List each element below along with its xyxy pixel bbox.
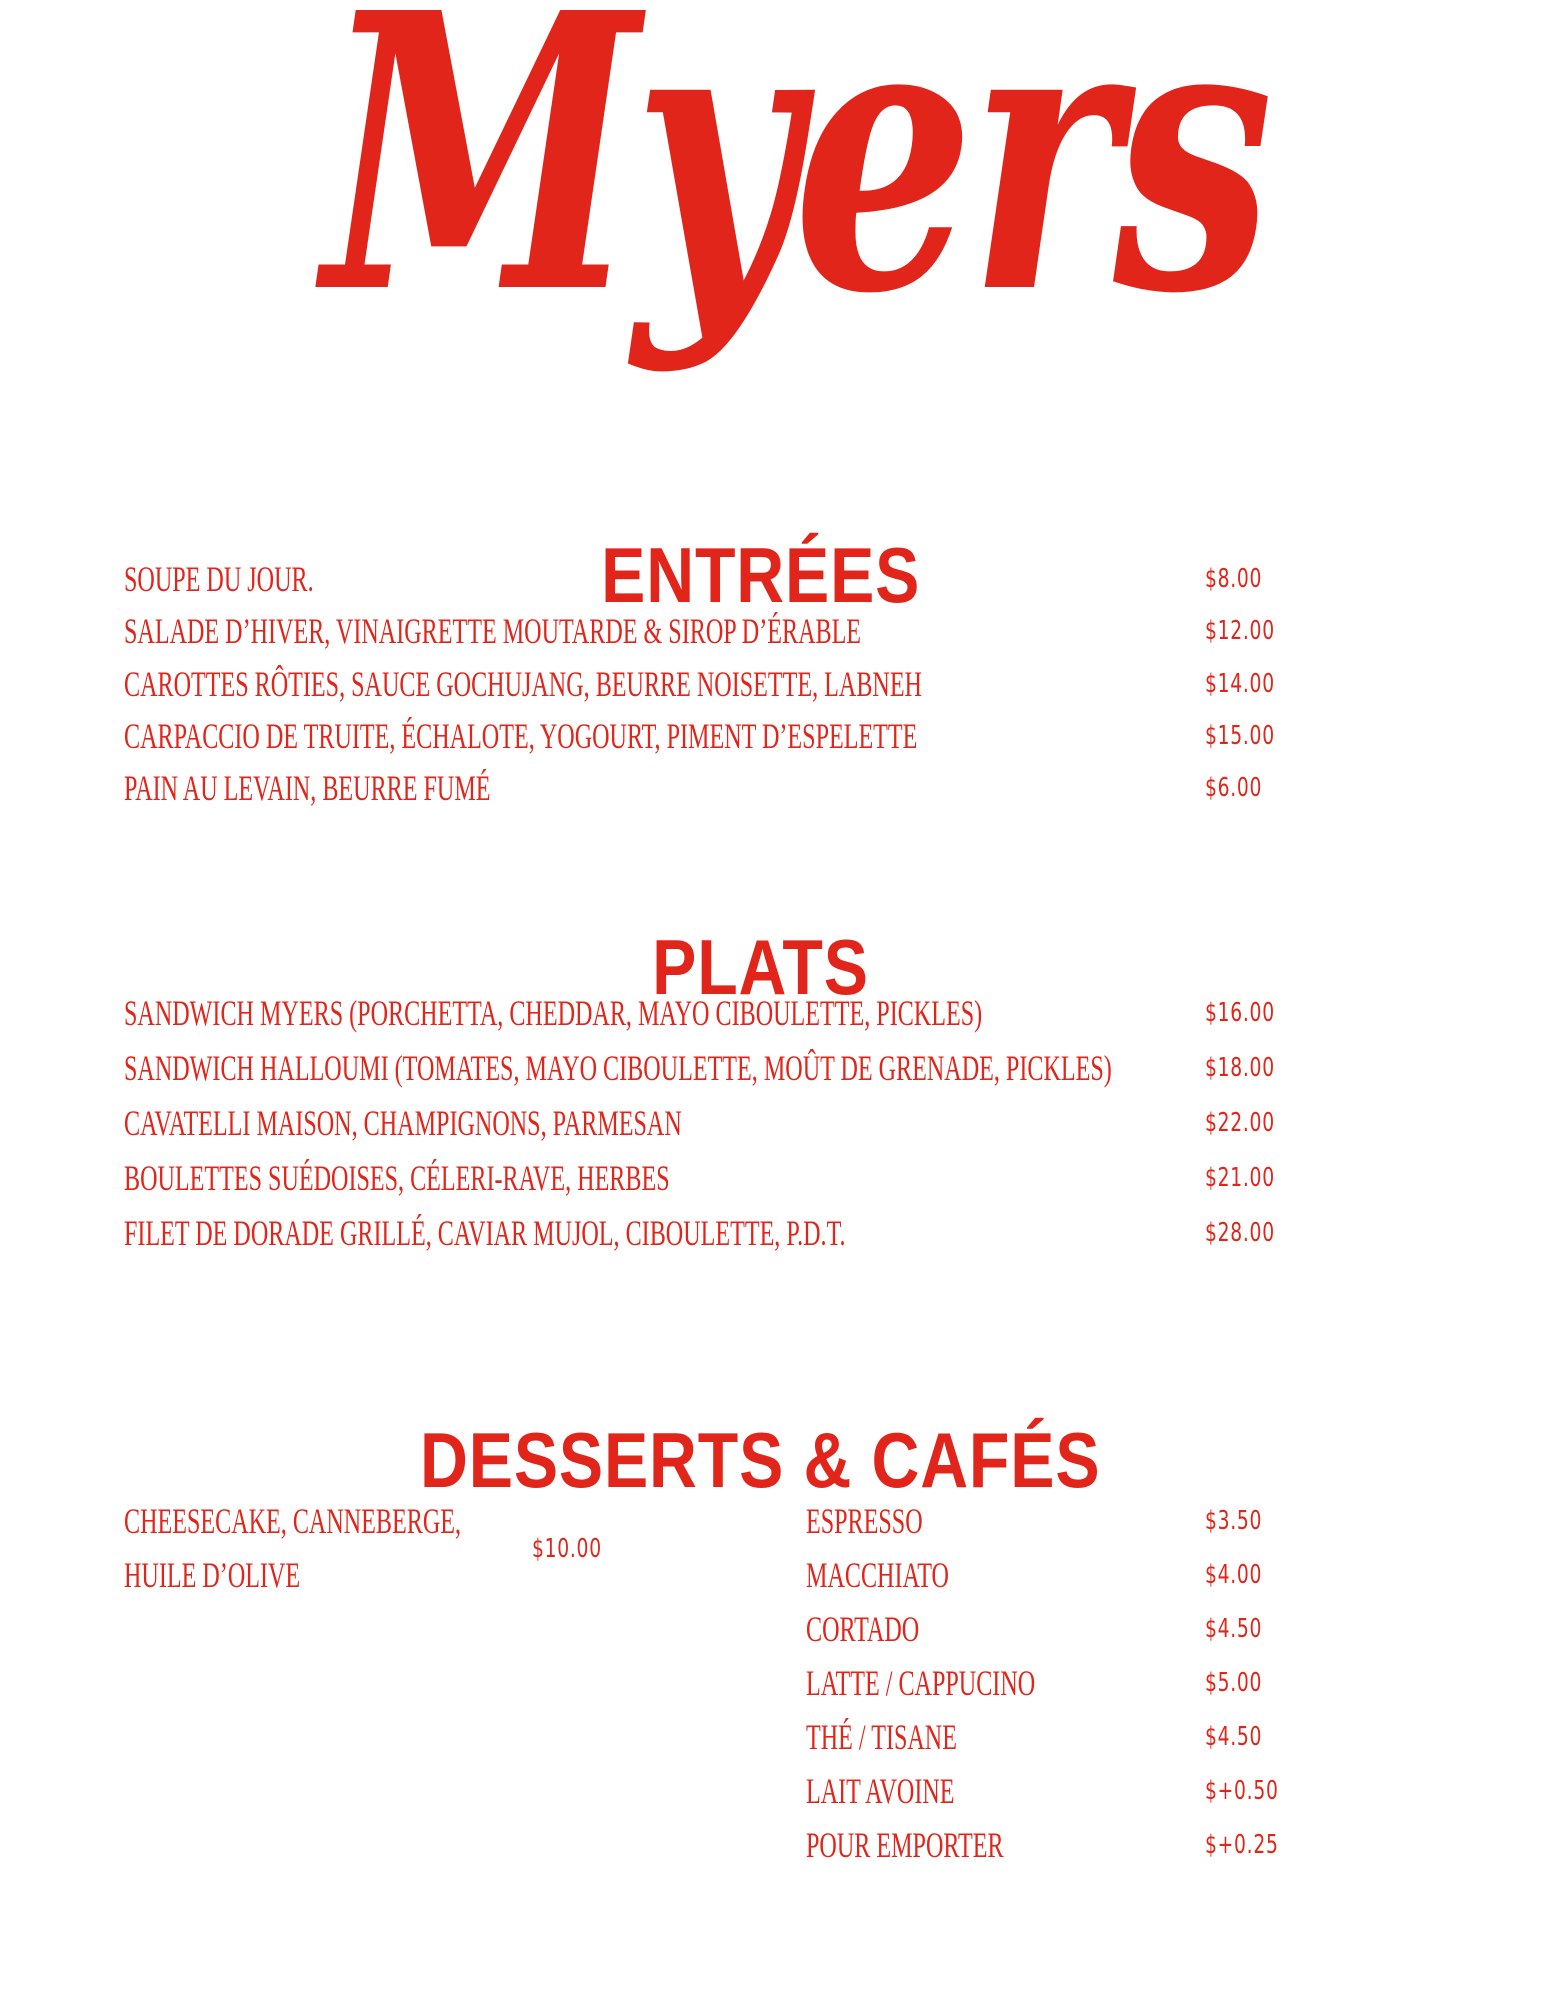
menu-item-row: [0, 985, 1545, 1040]
item-name: CAROTTES RÔTIES, SAUCE GOCHUJANG, BEURRE NOISETTE, LABNEH: [124, 663, 922, 704]
item-price: $5.00: [1205, 1668, 1263, 1698]
item-price: $8.00: [1205, 564, 1263, 595]
item-name: SANDWICH HALLOUMI (TOMATES, MAYO CIBOULETTE, MOÛT DE GRENADE, PICKLES): [124, 1047, 1112, 1088]
item-price: $16.00: [1205, 997, 1275, 1028]
item-price: $14.00: [1205, 668, 1275, 699]
item-name: SOUPE DU JOUR.: [124, 559, 314, 600]
menu-item-row: [0, 1710, 1545, 1764]
menu-item-row: [0, 553, 1545, 605]
item-price: $+0.25: [1205, 1830, 1279, 1860]
item-price: $10.00: [532, 1534, 602, 1564]
menu-item-row: [0, 710, 1545, 762]
item-name: LAIT AVOINE: [806, 1771, 955, 1811]
item-price: $3.50: [1205, 1506, 1263, 1536]
item-name: THÉ / TISANE: [806, 1717, 957, 1757]
item-name: LATTE / CAPPUCINO: [806, 1663, 1036, 1703]
item-price: $4.50: [1205, 1614, 1263, 1644]
item-name: HUILE D’OLIVE: [124, 1555, 301, 1595]
item-name: PAIN AU LEVAIN, BEURRE FUMÉ: [124, 768, 491, 809]
item-price: $12.00: [1205, 616, 1275, 647]
item-name: SANDWICH MYERS (PORCHETTA, CHEDDAR, MAYO CIBOULETTE, PICKLES): [124, 992, 983, 1033]
section-title-desserts: [0, 1415, 1545, 1504]
item-name: CARPACCIO DE TRUITE, ÉCHALOTE, YOGOURT, PIMENT D’ESPELETTE: [124, 716, 918, 757]
item-name: MACCHIATO: [806, 1555, 949, 1595]
menu-item-row: [0, 658, 1545, 710]
menu-item-row: [0, 1040, 1545, 1095]
item-price: $22.00: [1205, 1107, 1275, 1138]
menu-item-row: [0, 1150, 1545, 1205]
item-name: ESPRESSO: [806, 1501, 923, 1541]
item-price: $21.00: [1205, 1162, 1275, 1193]
menu-item-row: [0, 1818, 1545, 1872]
restaurant-logo: [0, 0, 1545, 377]
menu-item-row: [0, 762, 1545, 814]
item-price: $28.00: [1205, 1217, 1275, 1248]
item-price: $18.00: [1205, 1052, 1275, 1083]
cafes-list: [0, 1494, 1545, 1872]
item-name: POUR EMPORTER: [806, 1825, 1004, 1865]
item-price: $15.00: [1205, 721, 1275, 752]
item-price: $4.50: [1205, 1722, 1263, 1752]
plats-list: [0, 985, 1545, 1260]
item-price: $+0.50: [1205, 1776, 1279, 1806]
menu-item-row: [0, 1494, 1545, 1548]
item-price: $6.00: [1205, 773, 1263, 804]
menu-item-row: [0, 605, 1545, 657]
menu-item-row: [0, 1764, 1545, 1818]
section-title-entrees-text: ENTRÉES: [600, 530, 921, 619]
menu-item-row: [0, 1602, 1545, 1656]
item-name: BOULETTES SUÉDOISES, CÉLERI-RAVE, HERBES: [124, 1157, 670, 1198]
section-title-plats-text: PLATS: [652, 922, 869, 1011]
menu-item-row: [0, 1095, 1545, 1150]
item-name: CAVATELLI MAISON, CHAMPIGNONS, PARMESAN: [124, 1102, 682, 1143]
item-name: CHEESECAKE, CANNEBERGE,: [124, 1501, 462, 1541]
item-name: SALADE D’HIVER, VINAIGRETTE MOUTARDE & SIROP D’ÉRABLE: [124, 611, 862, 652]
section-title-desserts-text: DESSERTS & CAFÉS: [420, 1415, 1101, 1504]
menu-item-row: [0, 1205, 1545, 1260]
menu-item-row: [0, 1656, 1545, 1710]
entrees-list: [0, 553, 1545, 814]
item-name: FILET DE DORADE GRILLÉ, CAVIAR MUJOL, CIBOULETTE, P.D.T.: [124, 1212, 846, 1253]
item-name: CORTADO: [806, 1609, 920, 1649]
menu-item-row: [0, 1548, 1545, 1602]
item-price: $4.00: [1205, 1560, 1263, 1590]
logo-text: Myers: [323, 0, 1268, 377]
